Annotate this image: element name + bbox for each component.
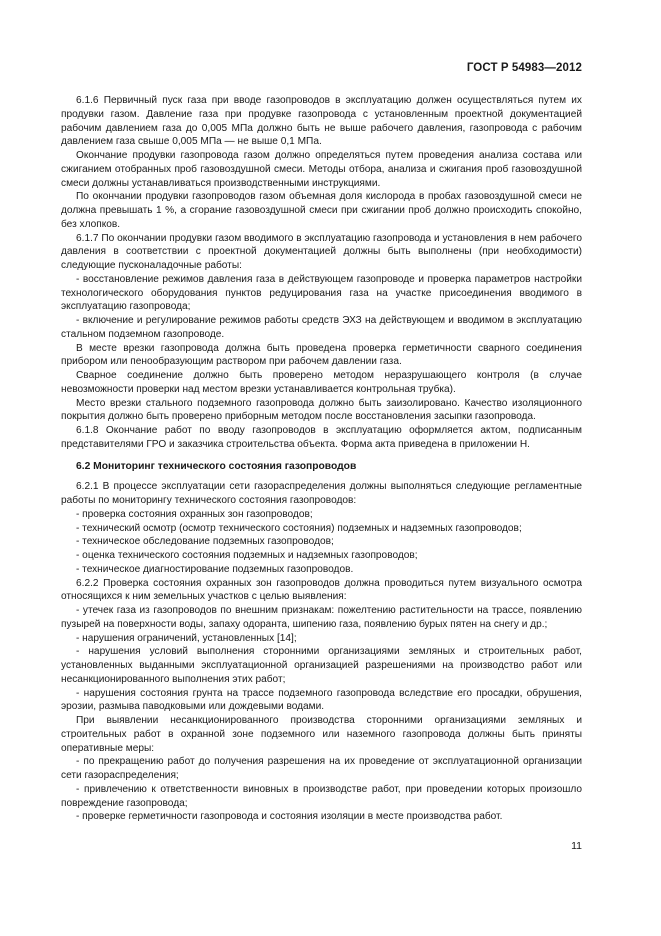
document-body [61, 94, 582, 824]
list-item: - проверка состояния охранных зон газопроводов; [76, 508, 313, 520]
paragraph-6-1-7: 6.1.7 По окончании продувки газом вводимого в эксплуатацию газопровода и установления в нем рабочего давления в соответствии с проектной документацией должны быть выполнены (при необходимости) следующие пусконаладочные работы: [61, 232, 582, 271]
document-header: ГОСТ Р 54983—2012 [466, 62, 582, 74]
list-item: - привлечению к ответственности виновных в производстве работ, при проведении которых произошло повреждение газопровода; [61, 783, 582, 809]
list-item: - утечек газа из газопроводов по внешним признакам: пожелтению растительности на трассе, появлению пузырей на поверхности воды, запаху одоранта, шипению газа, появлению бурых пятен на снегу и др.; [61, 605, 582, 630]
paragraph: Окончание продувки газопровода газом должно определяться путем проведения анализа состава или сжиганием отобранных проб газовоздушной смеси. Методы отбора, анализа и сжигания проб газовоздушной смеси должны устанавливаться производственными инструкциями. [61, 150, 582, 189]
section-heading-6-2: 6.2 Мониторинг технического состояния газопроводов [76, 460, 357, 472]
list-item: - включение и регулирование режимов работы средств ЭХЗ на действующем и вводимом в эксплуатацию стальном подземном газопроводе. [61, 315, 582, 340]
paragraph: При выявлении несанкционированного производства сторонними организациями земляных и строительных работ в охранной зоне подземного или наземного газопровода должны быть приняты оперативные меры: [61, 715, 582, 754]
list-item: - технический осмотр (осмотр технического состояния) подземных и надземных газопроводов; [76, 522, 522, 534]
paragraph-6-1-6: 6.1.6 Первичный пуск газа при вводе газопроводов в эксплуатацию должен осуществляться путем их продувки газом. Давление газа при продувке газопровода с установленным проектной документацией рабочим давлением газа до 0,005 МПа должно быть не выше рабочего давления, газопровода с рабочим давлением газа свыше 0,005 МПа — не выше 0,1 МПа. [61, 95, 582, 148]
paragraph-6-2-1: 6.2.1 В процессе эксплуатации сети газораспределения должны выполняться следующие регламентные работы по мониторингу технического состояния газопроводов: [61, 481, 582, 506]
paragraph-6-2-2: 6.2.2 Проверка состояния охранных зон газопроводов должна проводиться путем визуального осмотра относящихся к ним земельных участков с целью выявления: [61, 577, 582, 603]
list-item: - по прекращению работ до получения разрешения на их проведение от эксплуатационной организации сети газораспределения; [61, 756, 582, 781]
list-item: - техническое диагностирование подземных газопроводов. [76, 563, 354, 575]
list-item: - техническое обследование подземных газопроводов; [76, 536, 334, 548]
list-item: - нарушения ограничений, установленных [14]; [76, 632, 297, 644]
list-item: - оценка технического состояния подземных и надземных газопроводов; [76, 550, 418, 561]
paragraph: По окончании продувки газопроводов газом объемная доля кислорода в пробах газовоздушной смеси не должна превышать 1 %, а сгорание газовоздушной смеси при сжигании проб должно происходить спокойно, без хлопков. [61, 191, 582, 230]
list-item: - проверке герметичности газопровода и состояния изоляции в месте производства работ. [76, 811, 503, 823]
list-item: - нарушения состояния грунта на трассе подземного газопровода вследствие его просадки, обрушения, эрозии, размыва паводковыми или дождевыми водами. [61, 687, 582, 713]
paragraph: Место врезки стального подземного газопровода должно быть заизолировано. Качество изоляционного покрытия должно быть проверено приборным методом после восстановления засыпки газопровода. [61, 397, 582, 423]
paragraph: В месте врезки газопровода должна быть проведена проверка герметичности сварного соединения прибором или пенообразующим раствором при рабочем давлении газа. [61, 342, 582, 368]
list-item: - восстановление режимов давления газа в действующем газопроводе и проверка параметров настройки технологического оборудования пунктов редуцирования газа на участке присоединения вводимого в эксплуатацию газопровода; [61, 273, 582, 313]
list-item: - нарушения условий выполнения сторонними организациями земляных и строительных работ, установленных выданными эксплуатационной организацией разрешениями на производство работ или несанкционированного выполнения этих работ; [61, 646, 582, 685]
paragraph-6-1-8: 6.1.8 Окончание работ по вводу газопроводов в эксплуатацию оформляется актом, подписанным представителями ГРО и заказчика строительства объекта. Форма акта приведена в приложении Н. [61, 425, 582, 450]
page-number: 11 [571, 840, 582, 852]
paragraph: Сварное соединение должно быть проверено методом неразрушающего контроля (в случае невозможности проверки над местом врезки устанавливается контрольная трубка). [61, 370, 582, 395]
